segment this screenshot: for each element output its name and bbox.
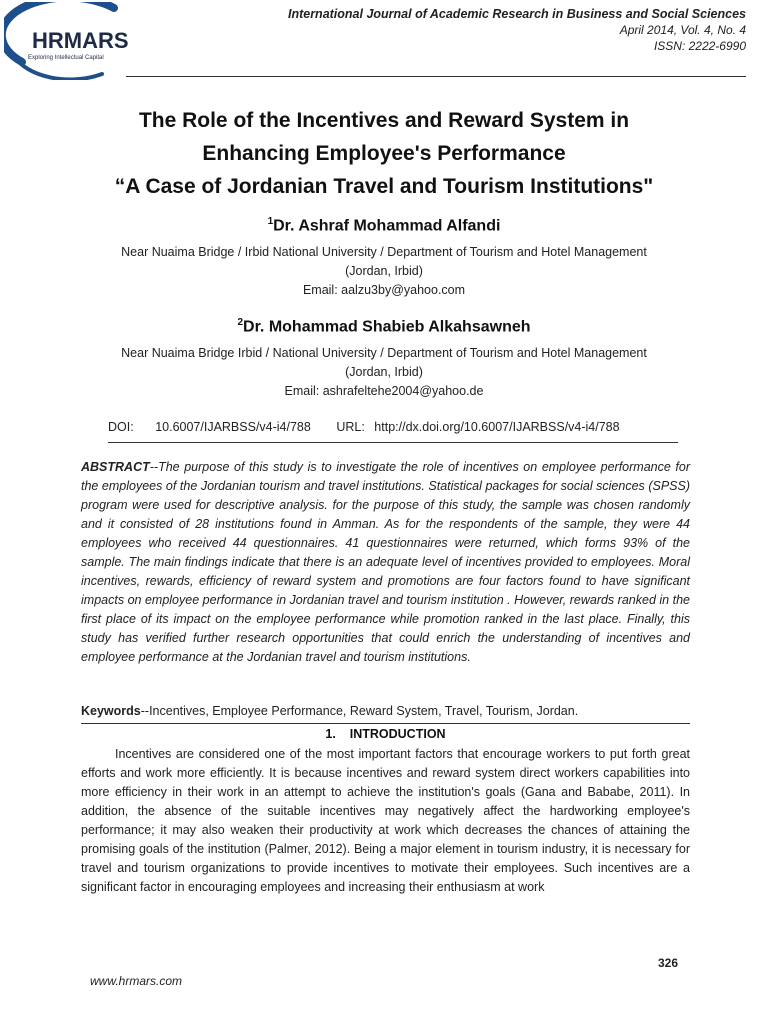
author-1-sup: 1: [267, 216, 274, 227]
author-1-name: [60, 216, 708, 235]
author-1-affiliation: [60, 243, 708, 300]
title-line: The Role of the Incentives and Reward System in: [138, 109, 630, 132]
logo-text: HRMARS: [32, 28, 129, 53]
doi-divider: [108, 442, 678, 443]
doi-value[interactable]: 10.6007/IJARBSS/v4-i4/788: [155, 420, 311, 434]
journal-header: [288, 6, 746, 54]
introduction-text: Incentives are considered one of the most important factors that encourage workers to put forth great efforts and work more efficiently. It is because incentives and reward system direct workers capabilities into more efficiency in their work in an attempt to achieve the institution's goals (Gana and Bababe, 2011). In addition, the absence of the suitable incentives may negatively affect the hardworking employee's performance; it may also weaken their productivity at work which decreases the chances of attaining the promising goals of the institution (Palmer, 2012). Being a major element in tourism industry, it is necessary for travel and tourism organizations to provide incentives to motivate their employees. Such incentives are a significant factor in encouraging employees and increasing their enthusiasm at work: [81, 747, 690, 894]
title-line: Enhancing Employee's Performance: [202, 142, 566, 165]
author-2-affil-line: Near Nuaima Bridge Irbid / National University / Department of Tourism and Hotel Management: [121, 346, 647, 360]
journal-issn: ISSN: 2222-6990: [653, 39, 746, 53]
author-1-name-text: Dr. Ashraf Mohammad Alfandi: [273, 217, 501, 235]
header-divider: [126, 76, 746, 77]
author-2-affiliation: [60, 344, 708, 401]
url-label: URL:: [336, 420, 365, 434]
title-line: “A Case of Jordanian Travel and Tourism Institutions": [114, 175, 654, 198]
introduction-heading: 1. INTRODUCTION: [325, 727, 446, 741]
paper-title: [40, 104, 728, 203]
author-1-affil-line: Near Nuaima Bridge / Irbid National University / Department of Tourism and Hotel Management: [121, 245, 647, 259]
footer-url[interactable]: www.hrmars.com: [90, 974, 183, 988]
author-2-sup: 2: [237, 317, 244, 328]
journal-issue: April 2014, Vol. 4, No. 4: [619, 23, 746, 37]
author-2-email[interactable]: Email: ashrafeltehe2004@yahoo.de: [284, 384, 484, 398]
author-2-location: (Jordan, Irbid): [345, 365, 423, 379]
author-1-email[interactable]: Email: aalzu3by@yahoo.com: [302, 283, 466, 297]
hrmars-logo: [4, 2, 134, 80]
author-2-name: [60, 317, 708, 336]
journal-name: International Journal of Academic Research in Business and Social Sciences: [287, 7, 746, 21]
page-number: 326: [657, 956, 678, 970]
keywords-divider: [81, 723, 690, 724]
author-1-location: (Jordan, Irbid): [345, 264, 423, 278]
abstract-label: ABSTRACT: [81, 460, 150, 474]
keywords-label: Keywords: [81, 704, 141, 718]
abstract-text: --The purpose of this study is to investigate the role of incentives on employee performance for the employees of the Jordanian tourism and travel institutions. Statistical packages for social sciences (SPSS) program were used for descriptive analysis. for the purpose of this study, the sample was chosen randomly and it consisted of 28 institutions found in Amman. As for the respondents of the sample, they were 44 employees who received 44 questionnaires. 41 questionnaires were returned, which forms 93% of the sample. The main findings indicate that there is an adequate level of incentives provided to employees. Moral incentives, rewards, efficiency of reward system and promotions are four factors found to have significant impacts on employee performance in Jordanian travel and tourism institution . However, rewards ranked in the first place of its impact on the employee performance while promotion ranked in the last place. Finally, this study has verified further research opportunities that could enrich the understanding of incentives and employee performance at the Jordanian travel and tourism institutions.: [81, 460, 690, 664]
doi-label: DOI:: [108, 420, 134, 434]
abstract: [81, 458, 690, 667]
keywords-text: --Incentives, Employee Performance, Reward System, Travel, Tourism, Jordan.: [140, 704, 579, 718]
doi-line: [108, 420, 678, 434]
logo-tagline: Exploring Intellectual Capital: [28, 55, 104, 61]
url-value[interactable]: http://dx.doi.org/10.6007/IJARBSS/v4-i4/788: [374, 420, 620, 434]
author-2-name-text: Dr. Mohammad Shabieb Alkahsawneh: [243, 318, 531, 336]
keywords: [81, 704, 690, 718]
